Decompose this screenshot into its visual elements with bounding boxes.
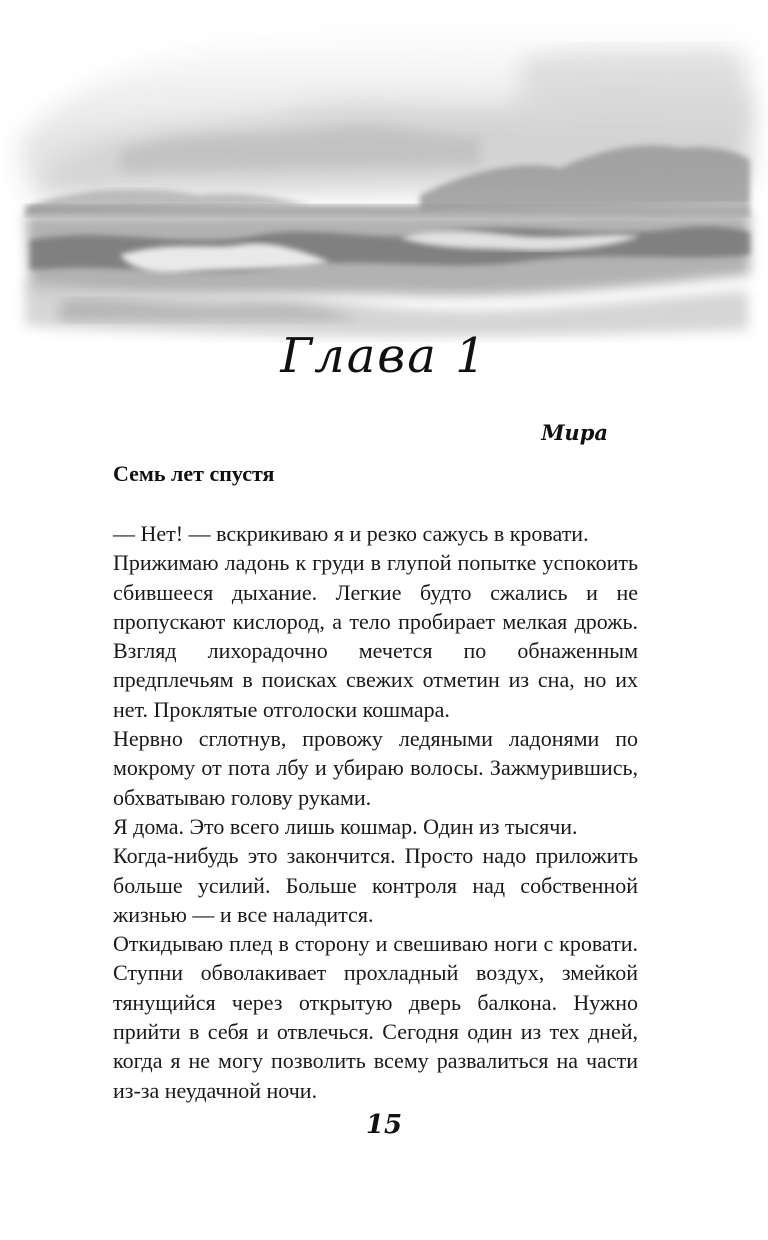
chapter-pov-character: Мира — [541, 420, 608, 445]
paragraph: Откидываю плед в сторону и свешиваю ноги с кровати. Ступни обволакивает прохладный воздух, змейкой тянущийся через открытую дверь балкона. Нужно прийти в себя и отвлечься. Сегодня один из тех дней, когда я не могу позволить всему развалиться на части из-за неудачной ночи. — [113, 931, 638, 1103]
paragraph: Прижимаю ладонь к груди в глупой попытке успокоить сбившееся дыхание. Легкие будто сжались и не пропускают кислород, а тело пробирает мелкая дрожь. Взгляд лихорадочно мечется по обнаженным предплечьям в поисках свежих отметин из сна, но их нет. Проклятые отголоски кошмара. — [113, 550, 638, 722]
paragraph: Я дома. Это всего лишь кошмар. Один из тысячи. — [113, 813, 578, 839]
paragraph: — Нет! — вскрикиваю я и резко сажусь в кровати. — [113, 521, 589, 546]
chapter-title: Глава 1 — [280, 328, 488, 384]
paragraph: Когда-нибудь это закончится. Просто надо приложить больше усилий. Больше контроля над собственной жизнью — и все наладится. — [113, 843, 638, 927]
paragraph: Нервно сглотнув, провожу ледяными ладонями по мокрому от пота лбу и убираю волосы. Зажмурившись, обхватываю голову руками. — [113, 726, 638, 810]
seascape-watercolor-illustration — [0, 0, 768, 345]
chapter-body — [113, 519, 638, 1105]
page-number: 15 — [365, 1110, 403, 1140]
chapter-subheading: Семь лет спустя — [113, 461, 275, 486]
